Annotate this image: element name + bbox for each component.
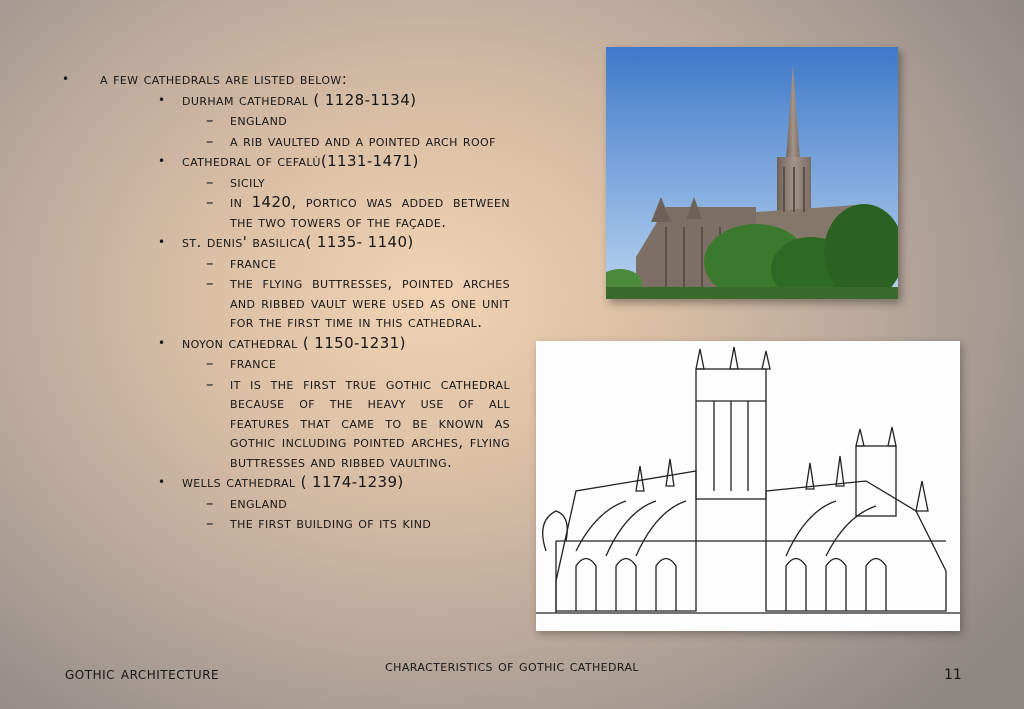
bullet-text: france (230, 354, 277, 372)
bullet-marker: – (206, 274, 214, 292)
page-number: 11 (944, 667, 962, 683)
bullet-marker: – (206, 493, 214, 512)
bullet-text: wells cathedral ( 1174-1239) (182, 473, 404, 491)
bullet-text: a rib vaulted and a pointed arch roof (230, 131, 496, 150)
bullet-text: the flying buttresses, pointed arches and ribbed vault were used as one unit for the first time in this cathedral. (230, 274, 510, 331)
bullet-marker: – (206, 193, 214, 211)
bullet-list (58, 70, 510, 534)
bullet-marker: • (158, 235, 166, 249)
bullet-marker: • (158, 92, 166, 107)
bullet-marker: • (62, 72, 70, 86)
bullet-item (58, 494, 510, 514)
bullet-item (58, 193, 510, 232)
slide-subtitle: characteristics of gothic cathedral (385, 657, 639, 675)
bullet-marker: • (158, 475, 166, 489)
bullet-marker: – (206, 514, 214, 532)
bullet-item (58, 354, 510, 374)
bullet-text: england (230, 493, 288, 512)
bullet-item (58, 173, 510, 193)
bullet-text: the first building of its kind (230, 514, 432, 532)
bullet-marker: – (206, 111, 214, 129)
bullet-text: england (230, 111, 288, 129)
bullet-text: a few cathedrals are listed below: (100, 70, 348, 88)
bullet-item (58, 70, 510, 90)
bullet-text: st. denis' basilica( 1135- 1140) (182, 233, 414, 251)
bullet-item (58, 111, 510, 131)
bullet-text: durham cathedral ( 1128-1134) (182, 90, 417, 109)
bullet-marker: – (206, 253, 214, 272)
bullet-marker: – (206, 374, 214, 393)
bullet-text: sicily (230, 172, 265, 191)
bullet-item (58, 375, 510, 473)
bullet-item (58, 473, 510, 493)
bullet-text: noyon cathedral ( 1150-1231) (182, 333, 406, 352)
bullet-item (58, 334, 510, 354)
bullet-marker: – (206, 172, 214, 191)
cathedral-photo (606, 47, 898, 299)
bullet-item (58, 254, 510, 274)
bullet-item (58, 233, 510, 253)
bullet-marker: – (206, 131, 214, 150)
bullet-text: it is the first true gothic cathedral because of the heavy use of all features that came to be known as gothic including pointed arches, flying buttresses and ribbed vaulting. (230, 374, 510, 471)
bullet-marker: – (206, 354, 214, 372)
presentation-title: gothic architecture (65, 664, 220, 684)
bullet-marker: • (158, 335, 166, 350)
bullet-text: cathedral of cefalù(1131-1471) (182, 152, 419, 170)
bullet-item (58, 274, 510, 333)
bullet-item (58, 91, 510, 111)
bullet-text: in 1420, portico was added between the two towers of the façade. (230, 193, 510, 231)
bullet-text: france (230, 253, 277, 272)
cathedral-drawing (536, 341, 960, 631)
bullet-item (58, 152, 510, 172)
bullet-item (58, 132, 510, 152)
bullet-item (58, 514, 510, 534)
bullet-marker: • (158, 154, 166, 168)
